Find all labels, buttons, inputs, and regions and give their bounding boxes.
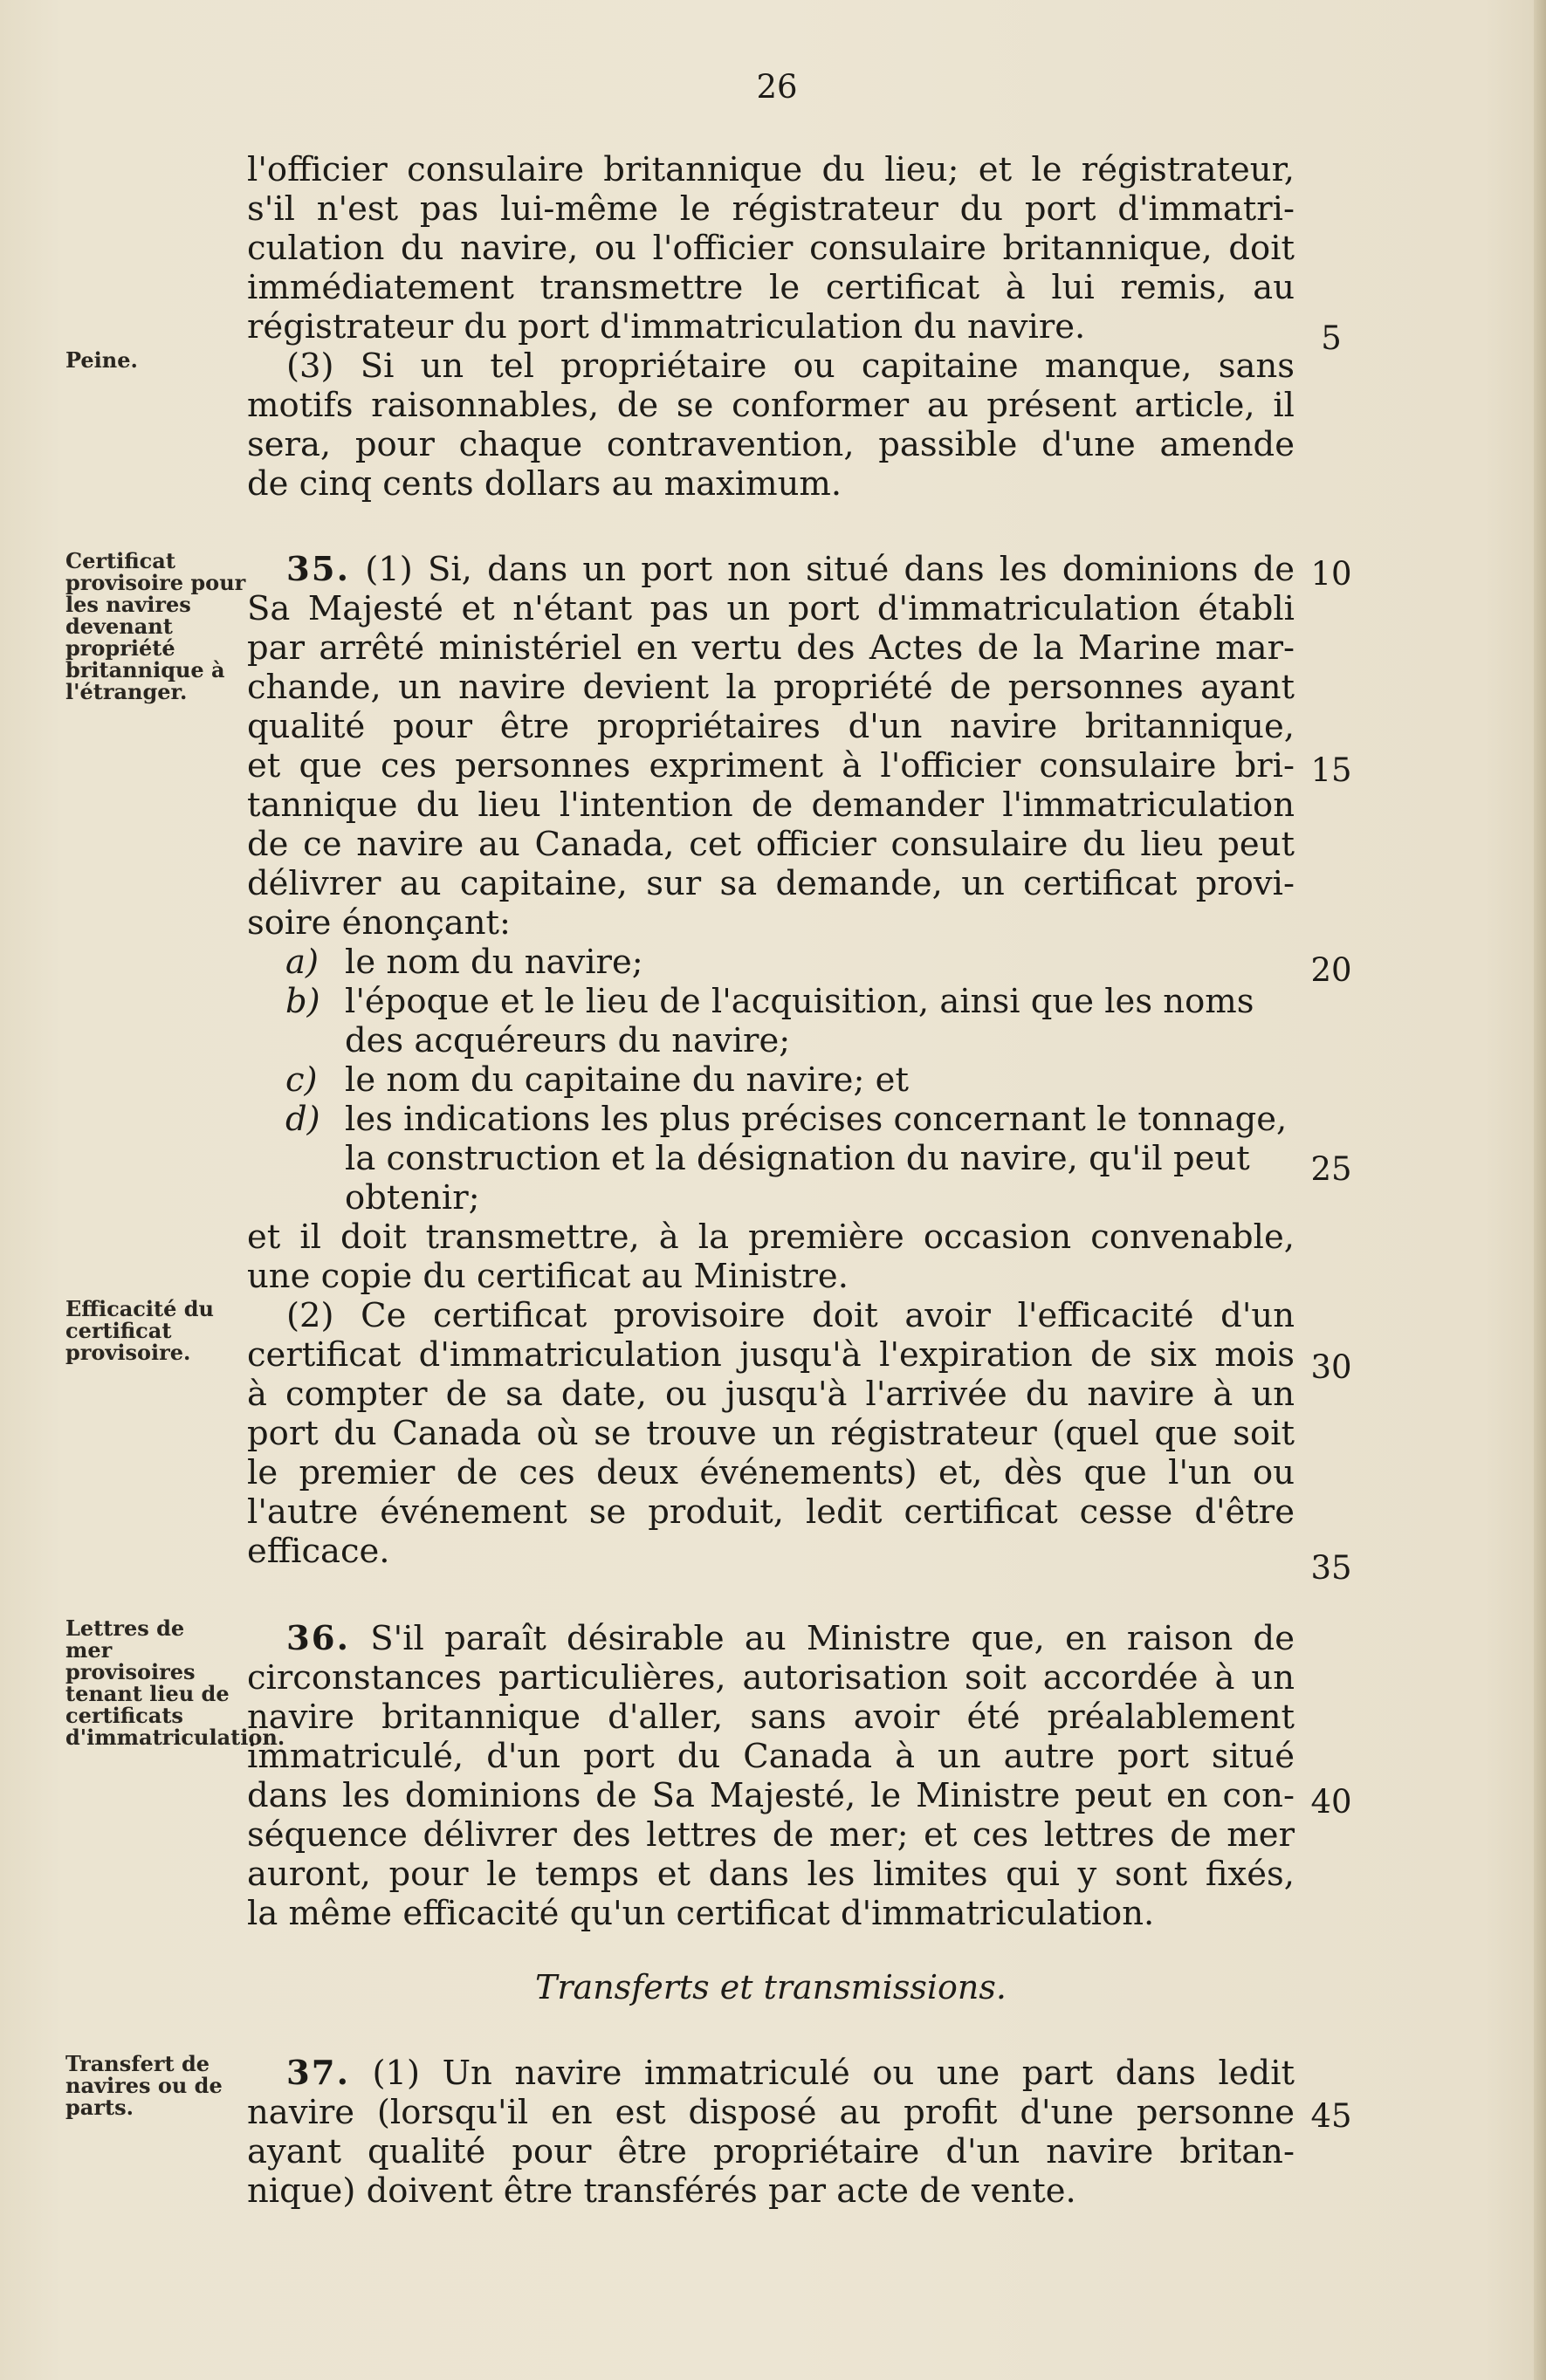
line-number: 25 [1310, 1150, 1352, 1188]
list-item [247, 943, 1295, 982]
text-line: l'officier consulaire britannique du lieu; et le régistrateur, [247, 150, 1295, 189]
text-line: sera, pour chaque contravention, passible d'une amende [247, 425, 1295, 464]
line-number: 10 [1310, 555, 1352, 593]
line-number: 40 [1310, 1783, 1352, 1821]
text-line: navire (lorsqu'il en est disposé au profit d'une personne [247, 2093, 1295, 2132]
text-line: s'il n'est pas lui-même le régistrateur du port d'immatri- [247, 189, 1295, 229]
text-line: les indications les plus précises concernant le tonnage, [345, 1100, 1288, 1139]
line-number: 45 [1310, 2097, 1352, 2135]
section-number: 35. [286, 550, 350, 589]
margin-note-peine: Peine. [65, 347, 138, 373]
margin-note-lettres-de-mer: Lettres de mer provisoires tenant lieu de certificats d'immatriculation. [65, 1615, 285, 1750]
margin-note-certificat-provisoire: Certificat provisoire pour les navires devenant propriété britannique à l'étranger. [65, 548, 246, 704]
text-line: efficace. [247, 1532, 390, 1571]
list-item [247, 1060, 1295, 1100]
text-line: régistrateur du port d'immatriculation du navire. [247, 307, 1086, 346]
text-line: auront, pour le temps et dans les limites qui y sont fixés, [247, 1855, 1295, 1894]
section-number: 36. [286, 1619, 350, 1658]
text-line: et il doit transmettre, à la première occasion convenable, [247, 1217, 1295, 1257]
text-line: le premier de ces deux événements) et, dès que l'un ou [247, 1453, 1295, 1492]
list-letter: c) [285, 1060, 318, 1100]
text-line: une copie du certificat au Ministre. [247, 1257, 849, 1296]
list-item-continuation: obtenir; [345, 1178, 480, 1217]
text-line: (2) Ce certificat provisoire doit avoir l'efficacité d'un [286, 1296, 1295, 1335]
list-letter: a) [285, 943, 319, 982]
section-35 [247, 550, 1295, 1571]
list-item-continuation: la construction et la désignation du navire, qu'il peut [345, 1139, 1250, 1178]
text-line: la même efficacité qu'un certificat d'immatriculation. [247, 1894, 1155, 1933]
text-line: motifs raisonnables, de se conformer au présent article, il [247, 386, 1295, 425]
text-line: Sa Majesté et n'étant pas un port d'immatriculation établi [247, 589, 1295, 628]
text-line: nique) doivent être transférés par acte de vente. [247, 2171, 1076, 2211]
section-36 [247, 1619, 1295, 1933]
list-letter: b) [285, 982, 320, 1021]
line-number: 35 [1310, 1549, 1352, 1587]
text-line: (3) Si un tel propriétaire ou capitaine manque, sans [286, 346, 1295, 386]
text-line: chande, un navire devient la propriété de personnes ayant [247, 668, 1295, 707]
text-line: de cinq cents dollars au maximum. [247, 464, 842, 504]
text-line: le nom du navire; [345, 943, 643, 982]
text-line: port du Canada où se trouve un régistrateur (quel que soit [247, 1414, 1295, 1453]
text-line: circonstances particulières, autorisation soit accordée à un [247, 1658, 1295, 1698]
margin-note-transfert: Transfert de navires ou de parts. [65, 2051, 223, 2120]
page-number: 26 [756, 68, 798, 106]
paragraph-continuation [247, 150, 1295, 346]
section-number: 37. [286, 2054, 350, 2093]
text-line: immatriculé, d'un port du Canada à un autre port situé [247, 1737, 1295, 1776]
text-line: dans les dominions de Sa Majesté, le Ministre peut en con- [247, 1776, 1295, 1815]
line-number: 30 [1310, 1348, 1352, 1386]
text-line: tannique du lieu l'intention de demander l'immatriculation [247, 785, 1295, 825]
text-line: (1) Un navire immatriculé ou une part dans ledit [372, 2054, 1295, 2093]
margin-note-efficacite: Efficacité du certificat provisoire. [65, 1296, 214, 1365]
text-line: l'époque et le lieu de l'acquisition, ainsi que les noms [345, 982, 1254, 1021]
text-line: soire énonçant: [247, 903, 511, 943]
line-number: 20 [1310, 951, 1352, 989]
text-line: culation du navire, ou l'officier consulaire britannique, doit [247, 229, 1295, 268]
list-item [247, 1100, 1295, 1139]
text-line: l'autre événement se produit, ledit certificat cesse d'être [247, 1492, 1295, 1532]
text-line: par arrêté ministériel en vertu des Actes de la Marine mar- [247, 628, 1295, 668]
text-line: délivrer au capitaine, sur sa demande, un certificat provi- [247, 864, 1295, 903]
text-line: et que ces personnes expriment à l'officier consulaire bri- [247, 746, 1295, 785]
text-line: S'il paraît désirable au Ministre que, en raison de [370, 1619, 1295, 1658]
text-line: de ce navire au Canada, cet officier consulaire du lieu peut [247, 825, 1295, 864]
text-line: le nom du capitaine du navire; et [345, 1060, 909, 1100]
section-37 [247, 2054, 1295, 2211]
text-line: certificat d'immatriculation jusqu'à l'expiration de six mois [247, 1335, 1295, 1375]
text-line: ayant qualité pour être propriétaire d'un navire britan- [247, 2132, 1295, 2171]
text-line: séquence délivrer des lettres de mer; et ces lettres de mer [247, 1815, 1295, 1855]
list-item-continuation: des acquéreurs du navire; [345, 1021, 791, 1060]
text-line: à compter de sa date, ou jusqu'à l'arrivée du navire à un [247, 1375, 1295, 1414]
text-line: immédiatement transmettre le certificat à lui remis, au [247, 268, 1295, 307]
list-letter: d) [285, 1100, 320, 1139]
text-line: navire britannique d'aller, sans avoir été préalablement [247, 1698, 1295, 1737]
line-number: 5 [1321, 319, 1342, 357]
text-line: (1) Si, dans un port non situé dans les dominions de [365, 550, 1295, 589]
section-heading: Transferts et transmissions. [535, 1968, 1007, 2006]
paragraph-peine [247, 346, 1295, 504]
text-line: qualité pour être propriétaires d'un navire britannique, [247, 707, 1295, 746]
line-number: 15 [1310, 751, 1352, 789]
list-item [247, 982, 1295, 1021]
page-edge [1534, 0, 1546, 2380]
